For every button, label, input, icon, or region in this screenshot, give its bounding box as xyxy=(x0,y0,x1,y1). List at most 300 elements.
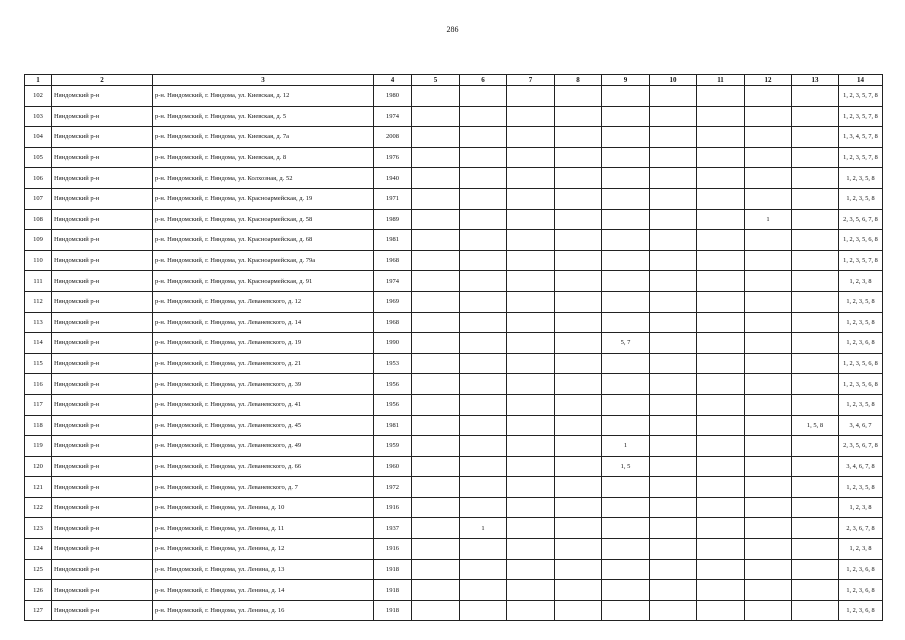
col11-cell xyxy=(697,209,745,230)
col9-cell xyxy=(602,209,650,230)
col14-cell: 1, 2, 3, 5, 6, 8 xyxy=(839,230,883,251)
col7-cell xyxy=(507,394,555,415)
col11-cell xyxy=(697,271,745,292)
address-cell: р-н. Няндомский, г. Няндома, ул. Красноармейская, д. 79а xyxy=(153,250,374,271)
address-cell: р-н. Няндомский, г. Няндома, ул. Ленина, д. 11 xyxy=(153,518,374,539)
col8-cell xyxy=(555,86,602,107)
col13-cell xyxy=(792,188,839,209)
col8-cell xyxy=(555,477,602,498)
table-row xyxy=(25,127,883,148)
col7-cell xyxy=(507,312,555,333)
district-cell: Няндомский р-н xyxy=(52,394,153,415)
row-number-cell: 126 xyxy=(25,580,52,601)
address-cell: р-н. Няндомский, г. Няндома, ул. Ленина, д. 14 xyxy=(153,580,374,601)
year-cell: 1959 xyxy=(374,436,412,457)
district-cell: Няндомский р-н xyxy=(52,518,153,539)
col9-cell xyxy=(602,230,650,251)
col10-cell xyxy=(650,271,697,292)
address-cell: р-н. Няндомский, г. Няндома, ул. Ленина, д. 12 xyxy=(153,539,374,560)
row-number-cell: 118 xyxy=(25,415,52,436)
col8-cell xyxy=(555,168,602,189)
col11-cell xyxy=(697,86,745,107)
row-number-cell: 112 xyxy=(25,291,52,312)
table-row xyxy=(25,291,883,312)
col6-cell xyxy=(460,168,507,189)
col5-cell xyxy=(412,230,460,251)
col13-cell xyxy=(792,312,839,333)
col6-cell xyxy=(460,86,507,107)
col7-cell xyxy=(507,539,555,560)
district-cell: Няндомский р-н xyxy=(52,106,153,127)
col11-cell xyxy=(697,230,745,251)
col6-cell xyxy=(460,456,507,477)
col7-cell xyxy=(507,456,555,477)
col10-cell xyxy=(650,168,697,189)
col9-cell xyxy=(602,559,650,580)
col11-cell xyxy=(697,497,745,518)
col7-cell xyxy=(507,147,555,168)
col6-cell xyxy=(460,477,507,498)
row-number-cell: 110 xyxy=(25,250,52,271)
col7-cell xyxy=(507,291,555,312)
col5-cell xyxy=(412,559,460,580)
col5-cell xyxy=(412,456,460,477)
col13-cell xyxy=(792,250,839,271)
col6-cell xyxy=(460,106,507,127)
table-row xyxy=(25,353,883,374)
col8-cell xyxy=(555,374,602,395)
col14-cell: 1, 2, 3, 5, 6, 8 xyxy=(839,353,883,374)
col8-cell xyxy=(555,415,602,436)
col13-cell xyxy=(792,106,839,127)
year-cell: 1976 xyxy=(374,147,412,168)
table-row xyxy=(25,600,883,621)
col14-cell: 1, 2, 3, 5, 6, 8 xyxy=(839,374,883,395)
address-cell: р-н. Няндомский, г. Няндома, ул. Леваневского, д. 39 xyxy=(153,374,374,395)
col9-cell xyxy=(602,518,650,539)
district-cell: Няндомский р-н xyxy=(52,497,153,518)
col8-cell xyxy=(555,600,602,621)
col8-cell xyxy=(555,106,602,127)
col12-cell xyxy=(745,106,792,127)
year-cell: 1968 xyxy=(374,250,412,271)
col9-cell xyxy=(602,374,650,395)
col13-cell xyxy=(792,168,839,189)
col6-cell xyxy=(460,333,507,354)
col7-cell xyxy=(507,106,555,127)
col11-cell xyxy=(697,353,745,374)
district-cell: Няндомский р-н xyxy=(52,312,153,333)
col5-cell xyxy=(412,580,460,601)
col7-cell xyxy=(507,250,555,271)
col14-cell: 1, 3, 4, 5, 7, 8 xyxy=(839,127,883,148)
col12-cell xyxy=(745,456,792,477)
column-header-6: 6 xyxy=(460,75,507,86)
year-cell: 1974 xyxy=(374,271,412,292)
table-row xyxy=(25,374,883,395)
address-cell: р-н. Няндомский, г. Няндома, ул. Леваневского, д. 7 xyxy=(153,477,374,498)
year-cell: 1981 xyxy=(374,415,412,436)
col14-cell: 1, 2, 3, 6, 8 xyxy=(839,580,883,601)
col9-cell xyxy=(602,497,650,518)
col13-cell: 1, 5, 8 xyxy=(792,415,839,436)
col5-cell xyxy=(412,477,460,498)
col13-cell xyxy=(792,333,839,354)
col14-cell: 1, 2, 3, 5, 8 xyxy=(839,477,883,498)
address-cell: р-н. Няндомский, г. Няндома, ул. Киевская, д. 8 xyxy=(153,147,374,168)
table-row xyxy=(25,271,883,292)
col8-cell xyxy=(555,250,602,271)
col14-cell: 2, 3, 5, 6, 7, 8 xyxy=(839,436,883,457)
col7-cell xyxy=(507,86,555,107)
row-number-cell: 122 xyxy=(25,497,52,518)
district-cell: Няндомский р-н xyxy=(52,600,153,621)
col10-cell xyxy=(650,477,697,498)
col10-cell xyxy=(650,580,697,601)
col12-cell xyxy=(745,168,792,189)
col12-cell xyxy=(745,580,792,601)
district-cell: Няндомский р-н xyxy=(52,209,153,230)
col8-cell xyxy=(555,456,602,477)
row-number-cell: 124 xyxy=(25,539,52,560)
col6-cell xyxy=(460,539,507,560)
col5-cell xyxy=(412,333,460,354)
district-cell: Няндомский р-н xyxy=(52,333,153,354)
col8-cell xyxy=(555,291,602,312)
col11-cell xyxy=(697,456,745,477)
col12-cell xyxy=(745,559,792,580)
col13-cell xyxy=(792,580,839,601)
col12-cell xyxy=(745,127,792,148)
col10-cell xyxy=(650,127,697,148)
col8-cell xyxy=(555,312,602,333)
col14-cell: 2, 3, 6, 7, 8 xyxy=(839,518,883,539)
district-cell: Няндомский р-н xyxy=(52,147,153,168)
buildings-table xyxy=(24,74,883,621)
col10-cell xyxy=(650,497,697,518)
col6-cell xyxy=(460,436,507,457)
col7-cell xyxy=(507,333,555,354)
table-row xyxy=(25,580,883,601)
col9-cell xyxy=(602,600,650,621)
col10-cell xyxy=(650,333,697,354)
col5-cell xyxy=(412,539,460,560)
col13-cell xyxy=(792,209,839,230)
col11-cell xyxy=(697,436,745,457)
row-number-cell: 108 xyxy=(25,209,52,230)
col12-cell xyxy=(745,312,792,333)
col10-cell xyxy=(650,291,697,312)
col5-cell xyxy=(412,436,460,457)
col8-cell xyxy=(555,127,602,148)
col13-cell xyxy=(792,518,839,539)
col13-cell xyxy=(792,456,839,477)
table-header xyxy=(25,75,883,86)
col9-cell xyxy=(602,394,650,415)
col6-cell xyxy=(460,127,507,148)
col9-cell: 1, 5 xyxy=(602,456,650,477)
table-row xyxy=(25,333,883,354)
col8-cell xyxy=(555,230,602,251)
col10-cell xyxy=(650,209,697,230)
col9-cell xyxy=(602,86,650,107)
address-cell: р-н. Няндомский, г. Няндома, ул. Леваневского, д. 66 xyxy=(153,456,374,477)
row-number-cell: 103 xyxy=(25,106,52,127)
row-number-cell: 120 xyxy=(25,456,52,477)
col9-cell xyxy=(602,353,650,374)
col14-cell: 1, 2, 3, 5, 8 xyxy=(839,394,883,415)
table-row xyxy=(25,518,883,539)
col5-cell xyxy=(412,497,460,518)
district-cell: Няндомский р-н xyxy=(52,188,153,209)
column-header-12: 12 xyxy=(745,75,792,86)
col13-cell xyxy=(792,127,839,148)
column-header-8: 8 xyxy=(555,75,602,86)
district-cell: Няндомский р-н xyxy=(52,127,153,148)
col13-cell xyxy=(792,497,839,518)
col10-cell xyxy=(650,312,697,333)
address-cell: р-н. Няндомский, г. Няндома, ул. Красноармейская, д. 91 xyxy=(153,271,374,292)
col7-cell xyxy=(507,168,555,189)
year-cell: 1918 xyxy=(374,580,412,601)
col10-cell xyxy=(650,86,697,107)
col7-cell xyxy=(507,353,555,374)
col10-cell xyxy=(650,394,697,415)
col14-cell: 1, 2, 3, 8 xyxy=(839,497,883,518)
col9-cell xyxy=(602,415,650,436)
address-cell: р-н. Няндомский, г. Няндома, ул. Красноармейская, д. 58 xyxy=(153,209,374,230)
year-cell: 1953 xyxy=(374,353,412,374)
col14-cell: 1, 2, 3, 8 xyxy=(839,271,883,292)
col8-cell xyxy=(555,333,602,354)
col7-cell xyxy=(507,559,555,580)
col6-cell xyxy=(460,374,507,395)
district-cell: Няндомский р-н xyxy=(52,477,153,498)
col5-cell xyxy=(412,127,460,148)
col6-cell xyxy=(460,580,507,601)
col5-cell xyxy=(412,518,460,539)
year-cell: 1940 xyxy=(374,168,412,189)
district-cell: Няндомский р-н xyxy=(52,539,153,560)
col13-cell xyxy=(792,230,839,251)
address-cell: р-н. Няндомский, г. Няндома, ул. Киевская, д. 7а xyxy=(153,127,374,148)
col8-cell xyxy=(555,209,602,230)
column-header-10: 10 xyxy=(650,75,697,86)
col10-cell xyxy=(650,456,697,477)
col5-cell xyxy=(412,188,460,209)
col8-cell xyxy=(555,580,602,601)
row-number-cell: 117 xyxy=(25,394,52,415)
year-cell: 2008 xyxy=(374,127,412,148)
year-cell: 1918 xyxy=(374,600,412,621)
col13-cell xyxy=(792,600,839,621)
col13-cell xyxy=(792,374,839,395)
column-header-11: 11 xyxy=(697,75,745,86)
year-cell: 1956 xyxy=(374,394,412,415)
col9-cell xyxy=(602,477,650,498)
col6-cell xyxy=(460,291,507,312)
address-cell: р-н. Няндомский, г. Няндома, ул. Леваневского, д. 49 xyxy=(153,436,374,457)
col11-cell xyxy=(697,394,745,415)
col12-cell xyxy=(745,333,792,354)
col7-cell xyxy=(507,580,555,601)
col8-cell xyxy=(555,188,602,209)
col10-cell xyxy=(650,518,697,539)
col13-cell xyxy=(792,86,839,107)
col14-cell: 1, 2, 3, 5, 8 xyxy=(839,188,883,209)
district-cell: Няндомский р-н xyxy=(52,559,153,580)
table-row xyxy=(25,497,883,518)
col13-cell xyxy=(792,271,839,292)
col13-cell xyxy=(792,394,839,415)
col14-cell: 1, 2, 3, 5, 8 xyxy=(839,168,883,189)
row-number-cell: 125 xyxy=(25,559,52,580)
col6-cell xyxy=(460,497,507,518)
col6-cell xyxy=(460,394,507,415)
table-row xyxy=(25,539,883,560)
col14-cell: 3, 4, 6, 7 xyxy=(839,415,883,436)
table-row xyxy=(25,415,883,436)
column-header-5: 5 xyxy=(412,75,460,86)
year-cell: 1974 xyxy=(374,106,412,127)
col6-cell xyxy=(460,209,507,230)
col10-cell xyxy=(650,188,697,209)
row-number-cell: 109 xyxy=(25,230,52,251)
col14-cell: 1, 2, 3, 5, 7, 8 xyxy=(839,250,883,271)
year-cell: 1937 xyxy=(374,518,412,539)
table-row xyxy=(25,394,883,415)
table-row xyxy=(25,209,883,230)
row-number-cell: 114 xyxy=(25,333,52,354)
table-row xyxy=(25,312,883,333)
year-cell: 1960 xyxy=(374,456,412,477)
col9-cell xyxy=(602,580,650,601)
table-row xyxy=(25,168,883,189)
column-header-2: 2 xyxy=(52,75,153,86)
col12-cell xyxy=(745,353,792,374)
col13-cell xyxy=(792,539,839,560)
address-cell: р-н. Няндомский, г. Няндома, ул. Леваневского, д. 12 xyxy=(153,291,374,312)
district-cell: Няндомский р-н xyxy=(52,230,153,251)
col7-cell xyxy=(507,209,555,230)
col11-cell xyxy=(697,518,745,539)
address-cell: р-н. Няндомский, г. Няндома, ул. Ленина, д. 16 xyxy=(153,600,374,621)
row-number-cell: 105 xyxy=(25,147,52,168)
col7-cell xyxy=(507,436,555,457)
col9-cell xyxy=(602,312,650,333)
address-cell: р-н. Няндомский, г. Няндома, ул. Леваневского, д. 14 xyxy=(153,312,374,333)
column-header-13: 13 xyxy=(792,75,839,86)
col14-cell: 1, 2, 3, 6, 8 xyxy=(839,333,883,354)
table-body xyxy=(25,86,883,621)
col6-cell xyxy=(460,353,507,374)
col11-cell xyxy=(697,559,745,580)
col7-cell xyxy=(507,230,555,251)
col7-cell xyxy=(507,497,555,518)
district-cell: Няндомский р-н xyxy=(52,353,153,374)
col12-cell xyxy=(745,600,792,621)
col9-cell xyxy=(602,147,650,168)
col6-cell xyxy=(460,271,507,292)
col14-cell: 1, 2, 3, 8 xyxy=(839,539,883,560)
district-cell: Няндомский р-н xyxy=(52,415,153,436)
col12-cell xyxy=(745,230,792,251)
col7-cell xyxy=(507,374,555,395)
column-header-3: 3 xyxy=(153,75,374,86)
col8-cell xyxy=(555,559,602,580)
address-cell: р-н. Няндомский, г. Няндома, ул. Леваневского, д. 45 xyxy=(153,415,374,436)
district-cell: Няндомский р-н xyxy=(52,374,153,395)
col11-cell xyxy=(697,477,745,498)
col10-cell xyxy=(650,147,697,168)
address-cell: р-н. Няндомский, г. Няндома, ул. Леваневского, д. 41 xyxy=(153,394,374,415)
col5-cell xyxy=(412,147,460,168)
row-number-cell: 127 xyxy=(25,600,52,621)
col8-cell xyxy=(555,497,602,518)
col7-cell xyxy=(507,518,555,539)
table-row xyxy=(25,230,883,251)
row-number-cell: 116 xyxy=(25,374,52,395)
year-cell: 1918 xyxy=(374,559,412,580)
year-cell: 1916 xyxy=(374,539,412,560)
row-number-cell: 106 xyxy=(25,168,52,189)
col8-cell xyxy=(555,394,602,415)
col8-cell xyxy=(555,147,602,168)
col12-cell xyxy=(745,147,792,168)
col5-cell xyxy=(412,168,460,189)
year-cell: 1989 xyxy=(374,209,412,230)
table-row xyxy=(25,86,883,107)
address-cell: р-н. Няндомский, г. Няндома, ул. Киевская, д. 5 xyxy=(153,106,374,127)
col10-cell xyxy=(650,539,697,560)
table-row xyxy=(25,188,883,209)
table-row xyxy=(25,250,883,271)
col11-cell xyxy=(697,106,745,127)
col12-cell: 1 xyxy=(745,209,792,230)
col9-cell xyxy=(602,539,650,560)
district-cell: Няндомский р-н xyxy=(52,456,153,477)
col13-cell xyxy=(792,291,839,312)
col9-cell xyxy=(602,291,650,312)
col12-cell xyxy=(745,394,792,415)
col11-cell xyxy=(697,127,745,148)
col11-cell xyxy=(697,333,745,354)
year-cell: 1990 xyxy=(374,333,412,354)
year-cell: 1956 xyxy=(374,374,412,395)
col8-cell xyxy=(555,539,602,560)
col9-cell: 5, 7 xyxy=(602,333,650,354)
col12-cell xyxy=(745,250,792,271)
col5-cell xyxy=(412,415,460,436)
column-header-4: 4 xyxy=(374,75,412,86)
col12-cell xyxy=(745,291,792,312)
column-header-14: 14 xyxy=(839,75,883,86)
column-header-9: 9 xyxy=(602,75,650,86)
row-number-cell: 111 xyxy=(25,271,52,292)
col14-cell: 1, 2, 3, 5, 7, 8 xyxy=(839,147,883,168)
col12-cell xyxy=(745,86,792,107)
col12-cell xyxy=(745,374,792,395)
col8-cell xyxy=(555,436,602,457)
col11-cell xyxy=(697,250,745,271)
col12-cell xyxy=(745,271,792,292)
col12-cell xyxy=(745,436,792,457)
col5-cell xyxy=(412,86,460,107)
col6-cell xyxy=(460,230,507,251)
col13-cell xyxy=(792,559,839,580)
row-number-cell: 119 xyxy=(25,436,52,457)
col9-cell xyxy=(602,168,650,189)
